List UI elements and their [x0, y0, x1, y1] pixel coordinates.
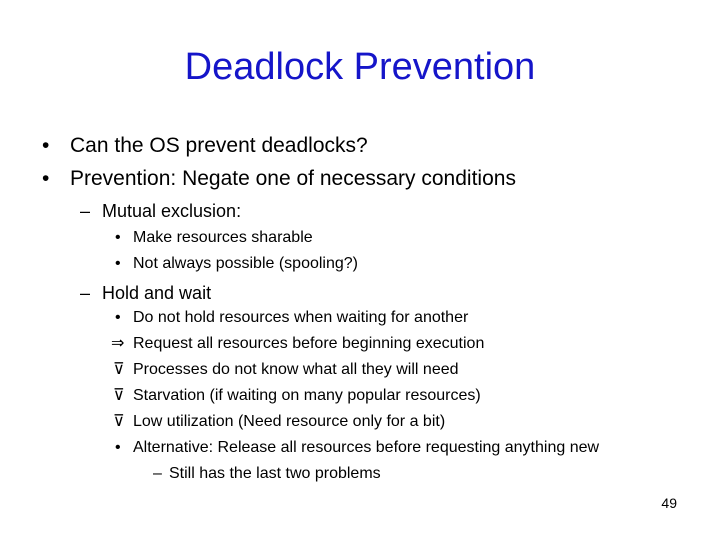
dash-marker: – — [80, 283, 91, 303]
list-item-text: Do not hold resources when waiting for another — [133, 309, 469, 326]
bullet-marker: • — [115, 229, 121, 246]
list-item-text: Low utilization (Need resource only for a bit) — [133, 413, 446, 430]
down-arrow-marker: ⊽ — [113, 387, 125, 404]
bullet-text: Prevention: Negate one of necessary conditions — [70, 167, 516, 190]
page-number: 49 — [661, 495, 677, 511]
implies-marker: ⇒ — [111, 335, 125, 352]
list-item-text: Alternative: Release all resources before requesting anything new — [133, 439, 600, 456]
bullet-marker: • — [115, 309, 121, 326]
sub-heading-text: Mutual exclusion: — [102, 201, 242, 221]
list-item-text: Starvation (if waiting on many popular resources) — [133, 387, 481, 404]
down-arrow-marker: ⊽ — [113, 413, 125, 430]
dash-marker: – — [80, 201, 91, 221]
list-item-text: Processes do not know what all they will need — [133, 361, 459, 378]
nested-item-text: Still has the last two problems — [169, 465, 381, 482]
slide-title: Deadlock Prevention — [184, 46, 536, 88]
down-arrow-marker: ⊽ — [113, 361, 125, 378]
list-item-text: Make resources sharable — [133, 229, 313, 246]
dash-marker: – — [153, 465, 162, 482]
bullet-marker: • — [115, 255, 121, 272]
bullet-marker: • — [42, 134, 50, 157]
bullet-marker: • — [115, 439, 121, 456]
list-item-text: Not always possible (spooling?) — [133, 255, 358, 272]
bullet-text: Can the OS prevent deadlocks? — [70, 134, 368, 157]
sub-heading-text: Hold and wait — [102, 283, 212, 303]
list-item-text: Request all resources before beginning execution — [133, 335, 485, 352]
bullet-marker: • — [42, 167, 50, 190]
